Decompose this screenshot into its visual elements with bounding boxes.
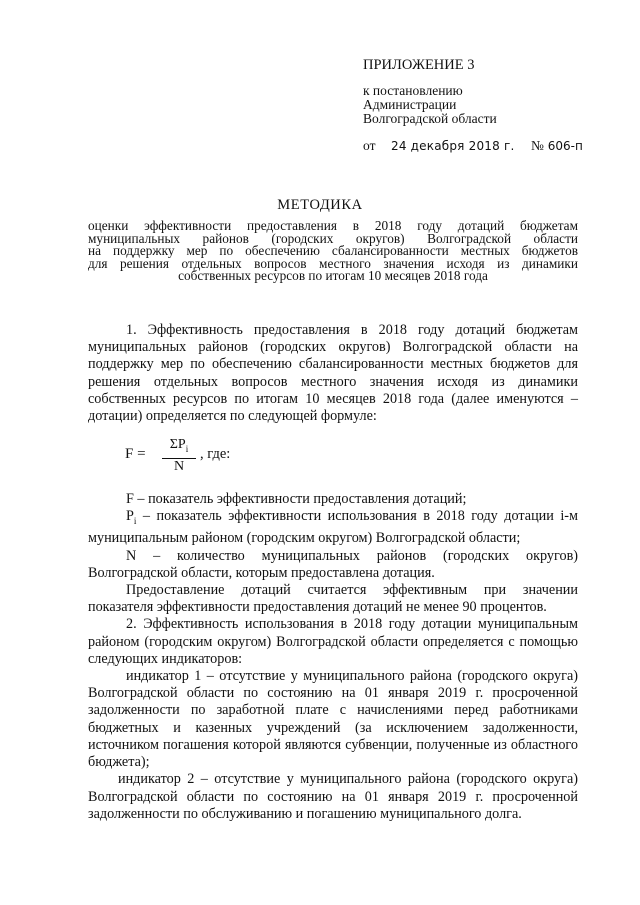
paragraph-2: 2. Эффективность использования в 2018 году дотации муниципальным районом (городским округом) Волгоградской области определяется с помощью следующих индикаторов: <box>88 616 578 667</box>
paragraph-1: 1. Эффективность предоставления в 2018 году дотаций бюджетам муниципальных районов (городских округов) Волгоградской области на поддержку мер по обеспечению сбалансированности местных бюджетов для решения отдельных вопросов местного значения исходя из динамики собственных ресурсов по итогам 10 месяцев 2018 года (далее именуются – дотации) определяется по следующей формуле: <box>88 322 578 425</box>
formula-lhs: F = <box>125 446 146 463</box>
indicator-2: индикатор 2 – отсутствие у муниципального района (городского округа) Волгоградской области по состоянию на 01 января 2019 г. просроченной задолженности по обслуживанию и погашению муниципального долга. <box>88 771 578 822</box>
formula-fraction <box>162 437 196 475</box>
definition-f: F – показатель эффективности предоставления дотаций; <box>126 491 467 508</box>
definition-n: N – количество муниципальных районов (городских округов) Волгоградской области, которым предоставлена дотация. <box>88 547 578 581</box>
subtitle-line: на поддержку мер по обеспечению сбалансированности местных бюджетов <box>88 243 578 259</box>
document-subtitle <box>88 220 578 283</box>
appendix-header <box>363 56 603 154</box>
paragraph-effective: Предоставление дотаций считается эффективным при значении показателя эффективности предоставления дотаций не менее 90 процентов. <box>88 582 578 616</box>
from-label: от <box>363 138 376 153</box>
subtitle-line: оценки эффективности предоставления в 2018 году дотаций бюджетам <box>88 218 578 233</box>
indicator-1: индикатор 1 – отсутствие у муниципального района (городского округа) Волгоградской области по состоянию на 01 января 2019 г. просроченной задолженности по заработной плате с начислениями перед работниками бюджетных и казенных учреждений (за исключением задолженности, источником погашения которой являются субвенции, полученные из областного бюджета); <box>88 668 578 771</box>
subtitle-line: собственных ресурсов по итогам 10 месяцев 2018 года <box>178 268 488 284</box>
region: Волгоградской области <box>363 111 497 126</box>
formula <box>88 433 578 479</box>
formula-denominator: N <box>173 459 185 475</box>
definition-p: $P_i$ – показатель эффективности использования в 2018 году дотации i-м муниципальным районом (городским округом) Волгоградской области; <box>88 508 578 547</box>
resolution-date: 24 декабря 2018 г. <box>391 139 515 153</box>
resolution-number <box>531 138 583 154</box>
subtitle-line: муниципальных районов (городских округов) Волгоградской области <box>88 230 578 246</box>
number-sign: № <box>531 138 544 153</box>
number-value: 606-п <box>547 139 583 153</box>
to-resolution: к постановлению <box>363 83 463 98</box>
document-title: МЕТОДИКА <box>277 197 363 213</box>
document-body <box>88 322 578 823</box>
subtitle-line: для решения отдельных вопросов местного значения исходя из динамики <box>88 255 578 271</box>
formula-numerator: $\Sigma P_i$ <box>162 437 196 459</box>
date-row <box>363 138 603 154</box>
appendix-title: ПРИЛОЖЕНИЕ 3 <box>363 57 475 73</box>
administration: Администрации <box>363 97 457 112</box>
formula-where: , где: <box>200 446 231 463</box>
